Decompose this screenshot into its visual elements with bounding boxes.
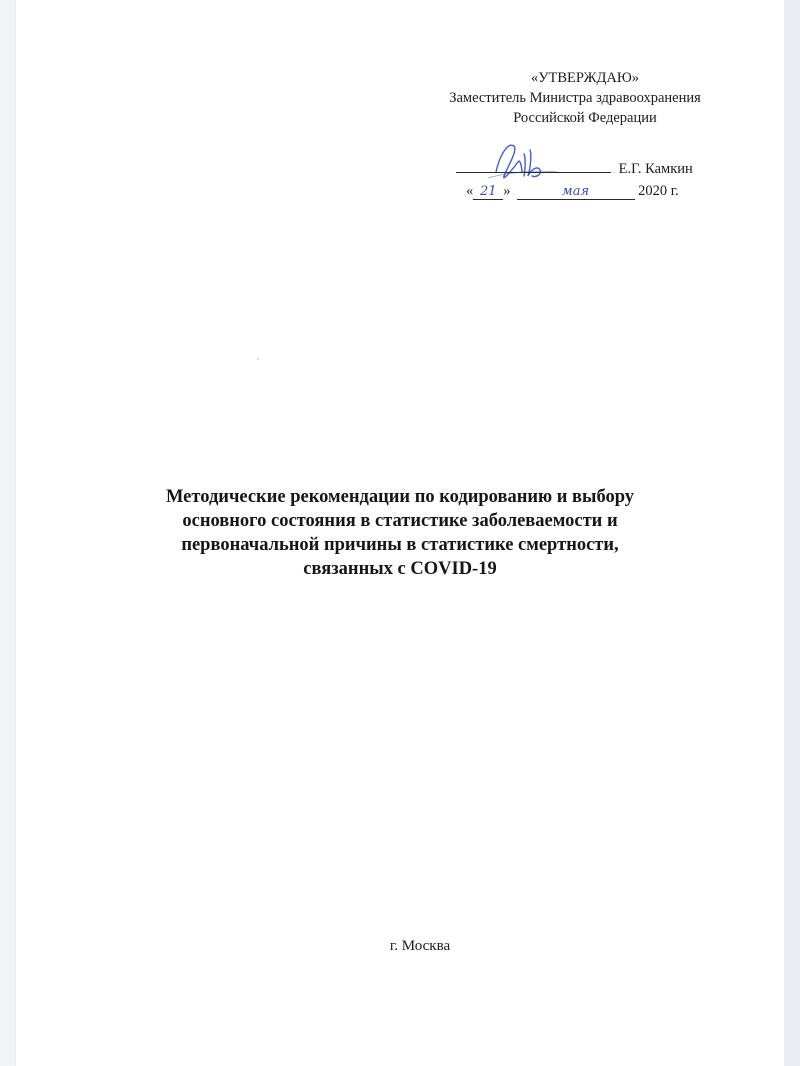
signature-underline xyxy=(456,158,611,173)
date-year: 2020 г. xyxy=(638,183,679,199)
approval-position-line2: Российской Федерации xyxy=(513,110,657,126)
document-title xyxy=(100,485,700,581)
signature-line xyxy=(456,158,693,180)
approval-heading: «УТВЕРЖДАЮ» xyxy=(531,70,639,86)
date-close-quote: » xyxy=(503,183,511,199)
title-line: первоначальной причины в статистике смертности, xyxy=(181,535,619,555)
city-label: г. Москва xyxy=(389,938,451,954)
scan-artifact xyxy=(257,358,259,360)
viewer-margin xyxy=(784,0,800,1066)
date-open-quote: « xyxy=(466,183,474,199)
signatory-name: Е.Г. Камкин xyxy=(618,161,693,177)
title-line: связанных с COVID-19 xyxy=(303,559,497,579)
approval-position-line1: Заместитель Министра здравоохранения xyxy=(449,90,701,106)
approval-date xyxy=(466,183,679,200)
date-month: мая xyxy=(517,184,635,200)
approval-block xyxy=(400,68,770,128)
date-day: 21 xyxy=(473,184,503,200)
title-line: основного состояния в статистике заболеваемости и xyxy=(182,511,618,531)
title-line: Методические рекомендации по кодированию и выбору xyxy=(165,487,635,507)
